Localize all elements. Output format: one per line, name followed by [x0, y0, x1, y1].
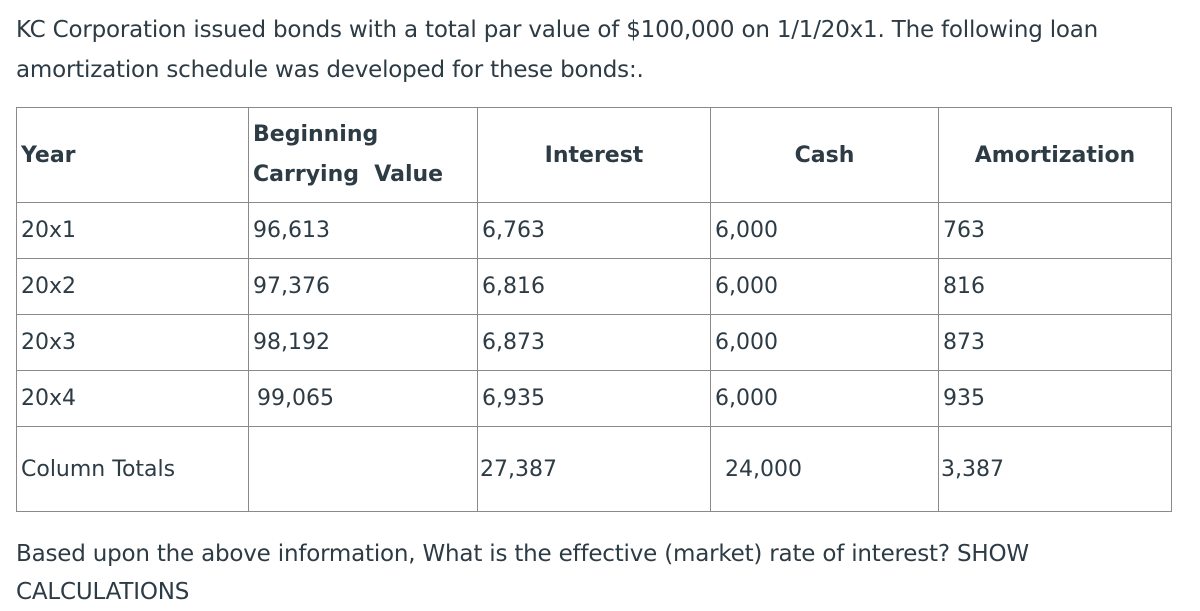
- totals-beginning-carrying-value: [249, 427, 478, 512]
- cell-year: 20x4: [17, 371, 249, 427]
- cell-year: 20x1: [17, 203, 249, 259]
- cell-cash: 6,000: [711, 203, 939, 259]
- table-header-row: [17, 108, 1172, 203]
- cell-interest: 6,873: [478, 315, 711, 371]
- cell-amortization: 763: [939, 203, 1172, 259]
- header-cash: Cash: [711, 108, 939, 203]
- totals-interest: 27,387: [478, 427, 711, 512]
- totals-row: [17, 427, 1172, 512]
- cell-amortization: 935: [939, 371, 1172, 427]
- table-row: [17, 259, 1172, 315]
- cell-beginning-carrying-value: 97,376: [249, 259, 478, 315]
- header-year: Year: [17, 108, 249, 203]
- cell-interest: 6,763: [478, 203, 711, 259]
- header-beginning-line2: Carrying Value: [253, 162, 444, 187]
- header-beginning-carrying-value: [249, 108, 478, 203]
- intro-paragraph: KC Corporation issued bonds with a total par value of $100,000 on 1/1/20x1. The following loan amortization schedule was developed for these bonds:.: [16, 17, 1099, 83]
- header-interest: Interest: [478, 108, 711, 203]
- cell-amortization: 816: [939, 259, 1172, 315]
- header-amortization: Amortization: [939, 108, 1172, 203]
- cell-cash: 6,000: [711, 259, 939, 315]
- table-row: [17, 315, 1172, 371]
- table-row: [17, 203, 1172, 259]
- cell-year: 20x2: [17, 259, 249, 315]
- cell-amortization: 873: [939, 315, 1172, 371]
- cell-interest: 6,816: [478, 259, 711, 315]
- cell-beginning-carrying-value: 98,192: [249, 315, 478, 371]
- amortization-schedule-table: [16, 107, 1172, 512]
- totals-label: Column Totals: [17, 427, 249, 512]
- cell-cash: 6,000: [711, 315, 939, 371]
- cell-cash: 6,000: [711, 371, 939, 427]
- cell-beginning-carrying-value: 96,613: [249, 203, 478, 259]
- cell-year: 20x3: [17, 315, 249, 371]
- cell-beginning-carrying-value: 99,065: [249, 371, 478, 427]
- cell-interest: 6,935: [478, 371, 711, 427]
- totals-cash: 24,000: [711, 427, 939, 512]
- totals-amortization: 3,387: [939, 427, 1172, 512]
- header-beginning-line1: Beginning: [253, 122, 379, 147]
- table-row: [17, 371, 1172, 427]
- question-paragraph: Based upon the above information, What is the effective (market) rate of interest? SHOW CALCULATIONS: [16, 541, 1029, 605]
